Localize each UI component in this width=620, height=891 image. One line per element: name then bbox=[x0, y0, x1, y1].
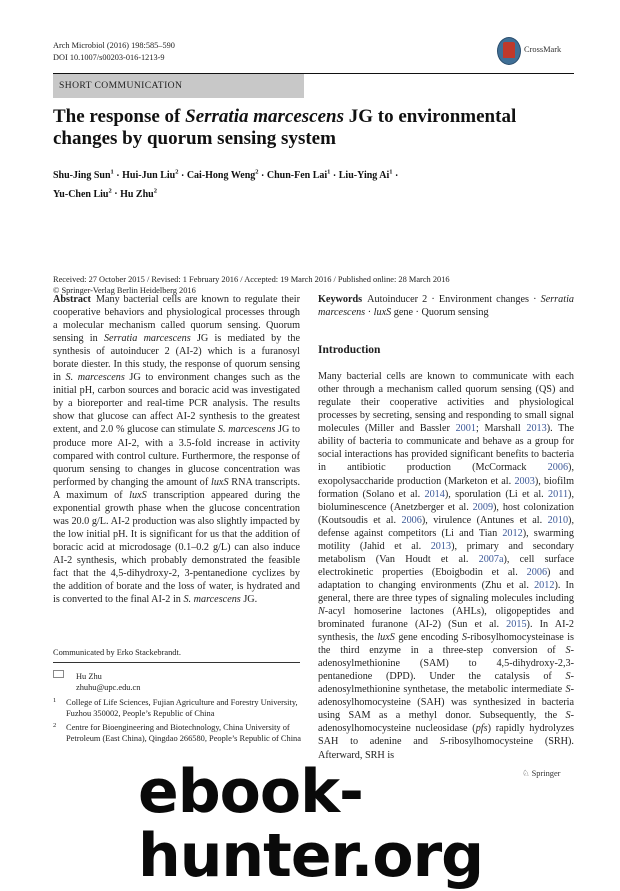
section-badge-label: SHORT COMMUNICATION bbox=[59, 80, 183, 91]
author[interactable]: Hu Zhu$^2$ bbox=[120, 187, 157, 200]
crossmark-button[interactable] bbox=[497, 37, 577, 67]
journal-header bbox=[53, 40, 175, 63]
doi: DOI 10.1007/s00203-016-1213-9 bbox=[53, 52, 165, 62]
section-badge bbox=[53, 74, 304, 98]
citation-link[interactable]: 2015 bbox=[506, 619, 527, 631]
citation-link[interactable]: 2003 bbox=[514, 475, 535, 487]
author-list: Shu-Jing Sun$^1$ · Hui-Jun Liu$^2$ · Cai-Hong Weng$^2$ · Chun-Fen Lai$^1$ · Liu-Ying $Ai^1$ · Yu-Chen Liu$^2$ · Hu Zhu$^2$ bbox=[53, 169, 399, 200]
citation-link[interactable]: 2013 bbox=[430, 540, 452, 552]
publisher-name: Springer bbox=[531, 769, 561, 778]
affiliation-1: 1 College of Life Sciences, Fujian Agriculture and Forestry University, Fuzhou 350002, People’s Republic of China bbox=[53, 697, 298, 719]
author[interactable]: Cai-Hong Weng$^2$ bbox=[186, 169, 259, 182]
copyright: © Springer-Verlag Berlin Heidelberg 2016 bbox=[53, 286, 196, 296]
abstract-label: Abstract bbox=[53, 294, 91, 305]
contact-email[interactable]: zhuhu@upc.edu.cn bbox=[76, 683, 141, 693]
article-title: The response of Serratia marcescens JG to environmental changes by quorum sensing system bbox=[53, 106, 517, 149]
crossmark-label: CrossMark bbox=[524, 45, 562, 54]
author[interactable]: Yu-Chen Liu$^2$ bbox=[53, 187, 112, 200]
footnote-divider bbox=[53, 662, 300, 663]
section-heading-introduction: Introduction bbox=[318, 344, 381, 357]
contact-name: Hu Zhu bbox=[76, 672, 102, 681]
introduction-text: Many bacterial cells are known to communicate with each other through a mechanism called quorum sensing (QS) and regulate their cooperative activities and physiological processes by secreting, sensing and responding to small signal molecules (Miller and Bassler 2001; Marshall 2013). The ability of bacteria to communicate and behave as a group for social interactions has provided significant benefits to bacteria in antibiotic production (McCormack 2006), exopolysaccharide production (Marketon et al. 2003), biofilm formation (Solano et al. 2014), sporulation (Li et al. 2011), bioluminescence (Anetzberger et al. 2009), host colonization (Koutsoudis et al. 2006), virulence (Antunes et al. 2010), defense against competitors (Li and Tian 2012), swarming motility (Jahid et al. 2013), primary and secondary metabolism (Van Houdt et al. 2007a), cell surface electrokinetic properties (Eboigbodin et al. 2006) and adaptation to changing environments (Zhu et al. 2012). In general, there are three types of signaling molecules including N-acyl homoserine lactones (AHLs), oligopeptides and brominated furanone (AI-2) (Sun et al. 2015). In AI-2 synthesis, the luxS gene encoding S-ribosylhomocysteinase is the third enzyme in a three-step conversion of S-adenosylmethionine (SAM) to 4,5-dihydroxy-2,3-pentanedione (DPD). Under the catalysis of S-adenosylmethionine synthetase, the metabolic intermediate S-adenosylhomocysteine (SAH) was synthesized in bacteria using SAM as a methyl donor. Subsequently, the S-adenosylhomocysteine nucleosidase (pfs) rapidly hydrolyzes SAH to adenine and S-ribosylhomocysteine (SRH). Afterward, SRH is bbox=[318, 371, 575, 761]
watermark: ebook-hunter.org bbox=[138, 757, 484, 891]
crossmark-icon bbox=[497, 37, 521, 65]
corresponding-author bbox=[53, 671, 140, 694]
citation-link[interactable]: 2014 bbox=[424, 488, 445, 500]
citation-link[interactable]: 2011 bbox=[548, 488, 569, 500]
citation-link[interactable]: 2006 bbox=[401, 514, 422, 526]
citation-link[interactable]: 2012 bbox=[502, 527, 523, 539]
author[interactable]: Chun-Fen Lai$^1$ bbox=[266, 169, 331, 182]
citation-link[interactable]: 2013 bbox=[526, 423, 547, 435]
history-dates: Received: 27 October 2015 / Revised: 1 February 2016 / Accepted: 19 March 2016 / Published online: 28 March 2016 bbox=[53, 275, 450, 284]
springer-horse-icon: ♘ bbox=[522, 769, 530, 778]
communicated-by: Communicated by Erko Stackebrandt. bbox=[53, 648, 181, 657]
author[interactable]: Hui-Jun Liu$^2$ bbox=[122, 169, 179, 182]
citation-link[interactable]: 2010 bbox=[547, 514, 569, 526]
keywords-label: Keywords bbox=[318, 294, 363, 305]
citation-link[interactable]: 2001 bbox=[455, 423, 476, 435]
keywords: Keywords Autoinducer 2 · Environment changes · Serratia marcescens · luxS gene · Quorum sensing bbox=[318, 294, 574, 319]
affiliation-2: 2 Centre for Bioengineering and Biotechnology, China University of Petroleum (East China), Qingdao 266580, People’s Republic of China bbox=[53, 722, 301, 744]
right-column bbox=[318, 293, 574, 762]
citation-link[interactable]: 2006 bbox=[547, 462, 569, 474]
citation-link[interactable]: 2012 bbox=[534, 579, 555, 591]
citation-link[interactable]: 2009 bbox=[472, 501, 494, 513]
citation-link[interactable]: 2007a bbox=[478, 553, 504, 565]
abstract: Abstract Many bacterial cells are known to regulate their cooperative behaviors and physiological processes through a molecular mechanism called quorum sensing. Quorum sensing in Serratia marcescens JG is mediated by the synthesis of autoinducer 2 (AI-2) which is a furanosyl borate diester. In this study, the response of quorum sensing in S. marcescens JG to environment changes such as the initial pH, carbon sources and boracic acid was investigated by a bioreporter and real-time PCR analysis. The results show that glucose can affect AI-2 synthesis to the greatest extent, and 2.0 % glucose can stimulate S. marcescens JG to produce more AI-2, with a 3.5-fold increase in activity compared with control culture. Furthermore, the response of quorum sensing to changes in glucose concentration was performed by changing the amount of luxS RNA transcripts. A maximum of luxS transcription appeared during the exponential growth phase when the glucose concentration was 20.0 g/L. AI-2 production was also slightly impacted by the low initial pH. It is significant for us that the addition of boracic acid at microdosage (0.1–0.2 g/L) can also induce AI-2 synthesis, which probably demonstrated the feasible fact that the 4,5-dihydroxy-2, 3-pentanedione cyclizes by the addition of borate and the loss of water, is hydrated and is converted to the final AI-2 in S. marcescens JG. bbox=[53, 294, 301, 606]
author[interactable]: Shu-Jing Sun$^1$ bbox=[53, 169, 114, 182]
envelope-icon bbox=[53, 670, 64, 678]
citation-link[interactable]: 2006 bbox=[526, 566, 548, 578]
author[interactable]: Liu-Ying Ai$^1$ bbox=[338, 169, 393, 182]
journal-citation: Arch Microbiol (2016) 198:585–590 bbox=[53, 41, 175, 50]
